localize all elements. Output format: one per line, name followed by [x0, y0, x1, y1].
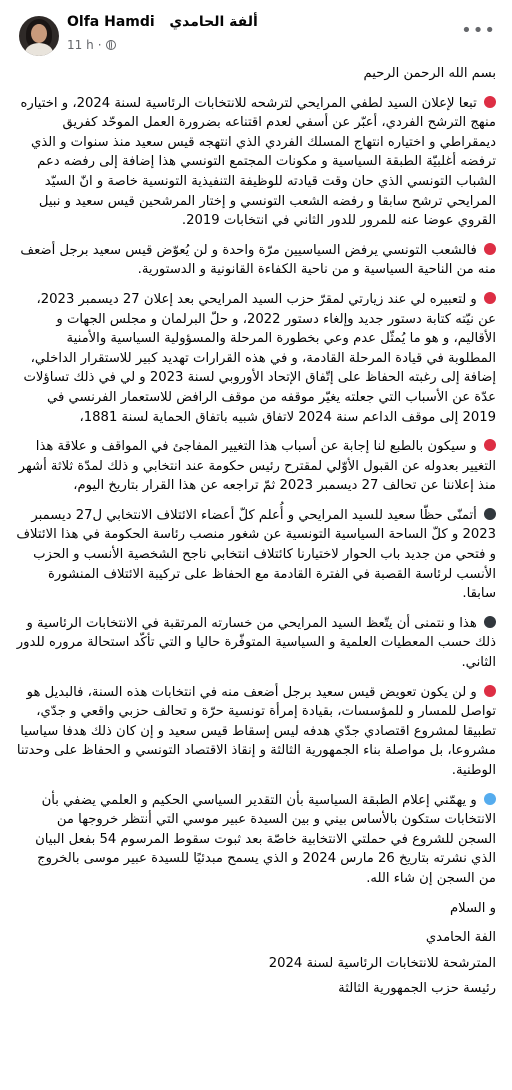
- author-name-arabic[interactable]: ألفة الحامدي: [169, 14, 258, 30]
- signature-title-2: رئيسة حزب الجمهورية الثالثة: [338, 981, 496, 997]
- black-circle-icon: [484, 508, 496, 520]
- paragraph-4: و سيكون بالطبع لنا إجابة عن أسباب هذا التغيير المفاجئ في المواقف و علاقة هذا التغيير بعدوله عن القبول الأوّلي لمقترح رئيس حكومة عند انتخابي و ذلك لمدّة ثلاثة أشهر منذ إعلاننا عن تحالف 27 ديسمبر 2023 ثمّ تراجعه عن هذا القرار بتاريخ اليوم،: [18, 439, 496, 494]
- paragraph-1: تبعا لإعلان السيد لطفي المرايحي لترشحه للانتخابات الرئاسية لسنة 2024، و اختياره منهج الترشح الفردي، أعبّر عن أسفي لعدم اقتناعه بضرورة العمل الموحّد كفريق ديمقراطي و اختياره انتهاج المسلك الفردي الذي انتهجه قيس سعيد منذ سنوات و الذي ترفضه أغلبيّة الطبقة السياسية و مكونات المجتمع التونسي هذا إضافة إلى رفضه دعم الشباب التونسي الذي حان وقت قيادته للوظيفة التنفيذية التونسية خاصة و انّ السيّد المرايحي ترشح سابقا و رفضه الشعب التونسي و إختار المرشحين قيس سعيد و نبيل القروي عوضا عنه للمرور للدور الثاني في انتخابات 2019.: [20, 95, 496, 229]
- post-body: [16, 64, 496, 1005]
- paragraph-6: هذا و نتمنى أن يتّعظ السيد المرايحي من خسارته المرتقبة في الانتخابات الرئاسية و ذلك حسب المعطيات العلمية و السياسية المتوفّرة حاليا و التي تأكّد استحالة مروره للدور الثاني.: [16, 615, 496, 671]
- closing: و السلام: [449, 900, 496, 916]
- author-name-latin[interactable]: Olfa Hamdi: [67, 14, 155, 30]
- red-circle-icon: [484, 96, 496, 108]
- black-circle-icon: [484, 616, 496, 628]
- greeting: بسم الله الرحمن الرحيم: [363, 66, 496, 81]
- red-circle-icon: [484, 243, 496, 255]
- red-circle-icon: [484, 292, 496, 304]
- red-circle-icon: [484, 685, 496, 697]
- paragraph-5: أتمنّى حظّا سعيد للسيد المرايحي و أُعلم كلّ أعضاء الائتلاف الانتخابي ل27 ديسمبر 2023 و كلّ الساحة السياسية التونسية عن شغور منصب رئاسة الحكومة في هذا الائتلاف و فتحي من جديد باب الحوار لاختيارنا كائتلاف انتخابي ناجح الشخصية الأنسب و الحزب الأنسب لرئاسة القصبة في الفترة القادمة مع الحفاظ على تركيبة الائتلاف المنشورة سابقا.: [16, 507, 496, 602]
- more-horizontal-icon[interactable]: •••: [461, 20, 496, 41]
- post-time[interactable]: 11 h: [67, 38, 94, 52]
- signature-name: الفة الحامدي: [425, 930, 496, 946]
- signature: [16, 928, 496, 999]
- post-meta: [67, 38, 116, 52]
- paragraph-3: و لتعبيره لي عند زيارتي لمقرّ حزب السيد المرايحي بعد إعلان 27 ديسمبر 2023، عن نيّته كتابة دستور جديد وإلغاء دستور 2022، و حلّ البرلمان و مجلس الجهات و الأقاليم، و هو ما يُمثّل عدم وعي بخطورة المرحلة والمسؤولية السياسية والأمنية المطلوبة في قيادة المرحلة القادمة، و في هذه القرارات تهديد كبير للاستقرار الداخلي، إضافة إلى رغبته الحفاظ على إتّفاق الإتحاد الأوروبي لسنة 2023 و لي في ذلك تساؤلات عدّة عن الأسباب التي جعلته يغيّر موقفه من موقف الرافض للاستعمار الفرنسي في 2019 إلى موقف الداعم سنة 2024 لاتفاق شبيه باتفاق الحماية لسنة 1881،: [23, 291, 496, 425]
- red-circle-icon: [484, 439, 496, 451]
- globe-icon: [106, 40, 116, 50]
- paragraph-2: فالشعب التونسي يرفض السياسيين مرّة واحدة و لن يُعوّض قيس سعيد برجل أضعف منه من الناحية السياسية و من ناحية الكفاءة القانونية و الدستورية.: [20, 242, 496, 278]
- signature-title-1: المترشحة للانتخابات الرئاسية لسنة 2024: [268, 955, 496, 971]
- meta-separator: ·: [97, 38, 102, 52]
- paragraph-7: و لن يكون تعويض قيس سعيد برجل أضعف منه في انتخابات هذه السنة، فالبديل هو تواصل للمسار و للمؤسسات، بقيادة إمرأة تونسية حرّة و تحالف حزبي واقعي و جدّي، تطبيقا لمشروع اقتصادي جدّي هدفه ليس إسقاط قيس سعيد و إن كان ذلك هدفا سياسيا مشروعا، بل مواصلة بناء الجمهورية الثالثة و إنقاذ الاقتصاد التونسي و الحفاظ على وحدتنا الوطنية.: [16, 684, 496, 778]
- blue-circle-icon: [484, 793, 496, 805]
- avatar[interactable]: [19, 16, 59, 56]
- paragraph-8: و يهمّني إعلام الطبقة السياسية بأن التقدير السياسي الحكيم و العلمي يضفي بأن الانتخابات ستكون بالأساس بيني و بين السيدة عبير موسي التي أنتظر خروجها من السجن للشروع في حملتي الانتخابية خاصّة بعد ثبوت سقوط المرسوم 54 بفعل البيان الذي نشرته بتاريخ 26 مارس 2024 و الذي يسمح مبدئيًا للسيدة عبير موسى بالخروج من السجن إن شاء الله.: [35, 792, 496, 886]
- author-name[interactable]: [67, 14, 258, 30]
- post-header: [0, 0, 512, 60]
